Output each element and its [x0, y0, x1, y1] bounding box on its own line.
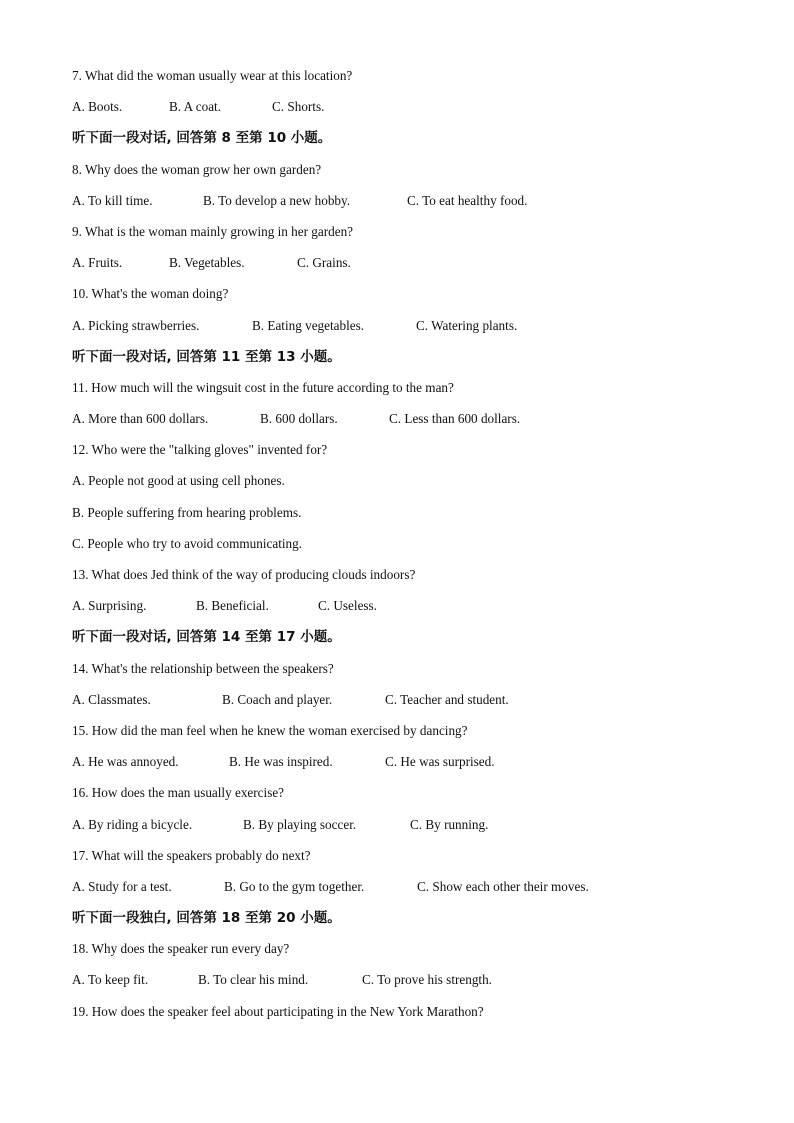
option-c: C. By running. [410, 816, 489, 832]
options-line [72, 752, 752, 783]
option-c: C. Shorts. [272, 99, 325, 115]
question-line: 11. How much will the wingsuit cost in the future according to the man? [72, 379, 454, 395]
option-a: A. More than 600 dollars. [72, 411, 209, 427]
option-c: C. To eat healthy food. [407, 192, 528, 208]
option-b: B. Beneficial. [196, 598, 269, 614]
option-c: C. Useless. [318, 598, 377, 614]
section-heading: 听下面一段对话, 回答第 14 至第 17 小题。 [72, 629, 341, 646]
option-b: B. Eating vegetables. [252, 317, 365, 333]
question-line: 12. Who were the "talking gloves" invented for? [72, 442, 328, 458]
option-b: B. To develop a new hobby. [203, 192, 351, 208]
option-line: B. People suffering from hearing problems. [72, 504, 302, 520]
option-line: A. People not good at using cell phones. [72, 473, 285, 489]
option-b: B. He was inspired. [229, 754, 333, 770]
option-b: B. Go to the gym together. [224, 878, 365, 894]
question-line: 9. What is the woman mainly growing in her garden? [72, 223, 354, 239]
question-line: 10. What's the woman doing? [72, 286, 229, 302]
option-c: C. To prove his strength. [362, 972, 492, 988]
options-line [72, 97, 752, 128]
options-line [72, 596, 752, 627]
option-b: B. Vegetables. [169, 255, 245, 271]
question-line: 8. Why does the woman grow her own garden? [72, 161, 322, 177]
option-a: A. Boots. [72, 99, 123, 115]
section-heading: 听下面一段独白, 回答第 18 至第 20 小题。 [72, 910, 341, 927]
option-c: C. Grains. [297, 255, 351, 271]
option-a: A. Classmates. [72, 691, 151, 707]
options-line [72, 690, 752, 721]
option-a: A. He was annoyed. [72, 754, 179, 770]
option-c: C. Less than 600 dollars. [389, 411, 521, 427]
options-line [72, 815, 752, 846]
option-c: C. Teacher and student. [385, 691, 509, 707]
question-line: 18. Why does the speaker run every day? [72, 941, 290, 957]
question-line: 15. How did the man feel when he knew the woman exercised by dancing? [72, 722, 468, 738]
question-line: 16. How does the man usually exercise? [72, 785, 285, 801]
section-heading: 听下面一段对话, 回答第 8 至第 10 小题。 [72, 130, 332, 147]
option-b: B. To clear his mind. [198, 972, 309, 988]
options-line [72, 877, 752, 908]
option-a: A. To kill time. [72, 192, 153, 208]
options-line [72, 253, 752, 284]
section-heading: 听下面一段对话, 回答第 11 至第 13 小题。 [72, 348, 341, 365]
option-a: A. By riding a bicycle. [72, 816, 193, 832]
options-line [72, 316, 752, 347]
option-a: A. Picking strawberries. [72, 317, 200, 333]
options-line [72, 409, 752, 440]
options-line [72, 191, 752, 222]
exam-page [72, 66, 752, 1033]
option-b: B. Coach and player. [222, 691, 333, 707]
option-b: B. By playing soccer. [243, 816, 357, 832]
option-a: A. Study for a test. [72, 878, 172, 894]
question-line: 14. What's the relationship between the speakers? [72, 660, 334, 676]
question-line: 19. How does the speaker feel about participating in the New York Marathon? [72, 1003, 484, 1019]
options-line [72, 970, 752, 1001]
question-line: 17. What will the speakers probably do next? [72, 847, 311, 863]
option-a: A. Fruits. [72, 255, 123, 271]
option-c: C. Watering plants. [416, 317, 518, 333]
option-a: A. Surprising. [72, 598, 147, 614]
option-b: B. A coat. [169, 99, 222, 115]
question-line: 7. What did the woman usually wear at this location? [72, 68, 353, 83]
option-c: C. He was surprised. [385, 754, 495, 770]
option-line: C. People who try to avoid communicating. [72, 535, 303, 551]
option-b: B. 600 dollars. [260, 411, 338, 427]
option-c: C. Show each other their moves. [417, 878, 589, 894]
option-a: A. To keep fit. [72, 972, 149, 988]
question-line: 13. What does Jed think of the way of producing clouds indoors? [72, 567, 416, 582]
